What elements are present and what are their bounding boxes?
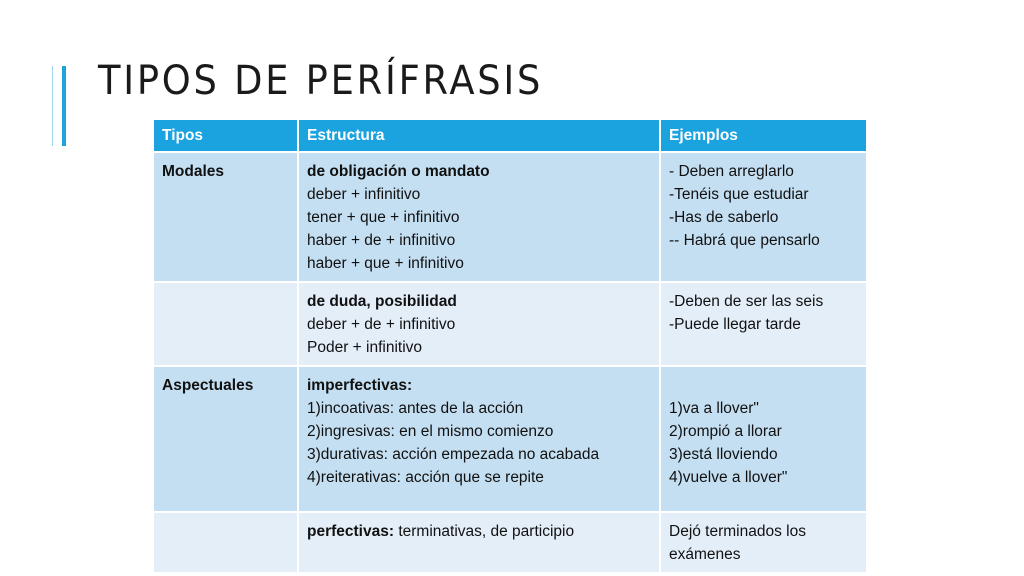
ejemplo-line: -Has de saberlo <box>669 209 779 226</box>
ejemplo-spacer <box>669 374 858 397</box>
ejemplo-line: -Puede llegar tarde <box>669 316 801 333</box>
header-row <box>153 119 867 152</box>
ejemplo-line: -- Habrá que pensarlo <box>669 232 820 249</box>
estructura-heading: de obligación o mandato <box>307 163 490 180</box>
ejemplo-line: 1)va a llover" <box>669 400 759 417</box>
estructura-line: 4)reiterativas: acción que se repite <box>307 469 544 486</box>
estructura-line: 2)ingresivas: en el mismo comienzo <box>307 423 554 440</box>
ejemplos-cell <box>660 282 867 366</box>
ejemplo-line: -Deben de ser las seis <box>669 293 824 310</box>
estructura-heading: imperfectivas: <box>307 377 413 394</box>
ejemplo-line: 3)está lloviendo <box>669 446 778 463</box>
estructura-cell <box>298 282 660 366</box>
estructura-cell <box>298 512 660 573</box>
estructura-line: haber + de + infinitivo <box>307 232 456 249</box>
ejemplos-cell <box>660 152 867 282</box>
estructura-cell <box>298 152 660 282</box>
ejemplo-line: 2)rompió a llorar <box>669 423 782 440</box>
estructura-line: terminativas, de participio <box>394 523 575 540</box>
estructura-line: deber + de + infinitivo <box>307 316 456 333</box>
table-row <box>153 366 867 512</box>
estructura-line: 1)incoativas: antes de la acción <box>307 400 524 417</box>
estructura-line: deber + infinitivo <box>307 186 421 203</box>
tipo-label: Aspectuales <box>162 377 254 394</box>
tipo-cell <box>153 366 298 512</box>
ejemplo-line: - Deben arreglarlo <box>669 163 794 180</box>
tipo-cell <box>153 282 298 366</box>
table-row <box>153 282 867 366</box>
tipo-cell <box>153 512 298 573</box>
ejemplo-line: 4)vuelve a llover" <box>669 469 788 486</box>
estructura-heading: de duda, posibilidad <box>307 293 457 310</box>
table-row <box>153 512 867 573</box>
estructura-line: haber + que + infinitivo <box>307 255 464 272</box>
ejemplo-line: exámenes <box>669 546 741 563</box>
ejemplos-cell <box>660 512 867 573</box>
estructura-line: 3)durativas: acción empezada no acabada <box>307 446 600 463</box>
perifrasis-table <box>152 118 868 574</box>
estructura-line: Poder + infinitivo <box>307 339 423 356</box>
ejemplos-cell <box>660 366 867 512</box>
tipo-label: Modales <box>162 163 225 180</box>
ejemplo-line: -Tenéis que estudiar <box>669 186 809 203</box>
ejemplo-line: Dejó terminados los <box>669 523 806 540</box>
header-tipos: Tipos <box>153 119 298 152</box>
estructura-line: tener + que + infinitivo <box>307 209 460 226</box>
estructura-cell <box>298 366 660 512</box>
header-ejemplos: Ejemplos <box>660 119 867 152</box>
accent-line <box>52 66 53 146</box>
header-estructura: Estructura <box>298 119 660 152</box>
estructura-heading: perfectivas: <box>307 523 395 540</box>
slide-title: TIPOS DE PERÍFRASIS <box>98 58 544 104</box>
table-row <box>153 152 867 282</box>
tipo-cell <box>153 152 298 282</box>
accent-bar <box>62 66 66 146</box>
